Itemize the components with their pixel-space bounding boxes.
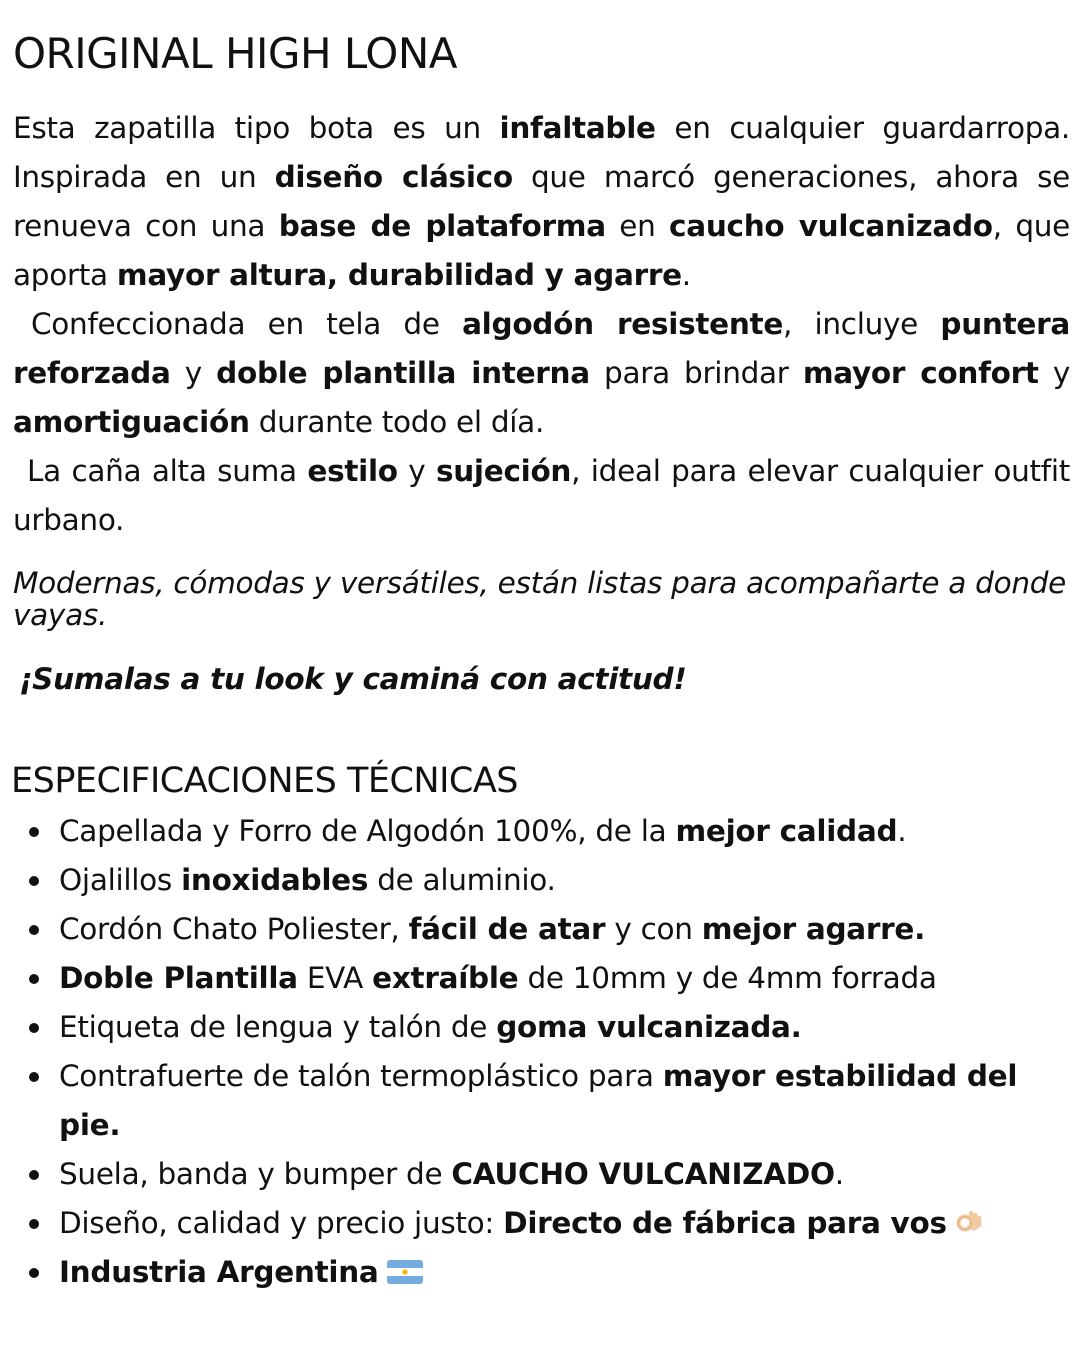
bold-text: mejor calidad (675, 814, 898, 848)
spec-item (13, 1199, 1070, 1248)
text: Contrafuerte de talón termoplástico para (59, 1059, 663, 1093)
text: , incluye (783, 307, 941, 341)
text: Suela, banda y bumper de (59, 1157, 452, 1191)
bold-text: estilo (307, 454, 398, 488)
bullet-icon (29, 1072, 39, 1082)
spec-item (13, 807, 1070, 856)
bold-text: mayor confort (802, 356, 1039, 390)
spec-item (13, 856, 1070, 905)
bullet-icon (29, 925, 39, 935)
bold-text: amortiguación (13, 405, 250, 439)
spec-item (13, 1003, 1070, 1052)
text: para brindar (589, 356, 803, 390)
spec-item (13, 1248, 1070, 1297)
bold-text: Industria Argentina (59, 1255, 379, 1289)
text: de 10mm y de 4mm forrada (518, 961, 937, 995)
description-paragraph-1 (13, 104, 1070, 300)
text: . (834, 1157, 844, 1191)
bullet-icon (29, 1170, 39, 1180)
bold-text: mejor agarre. (701, 912, 926, 946)
bold-text: mayor altura, durabilidad y agarre (116, 258, 682, 292)
bullet-icon (29, 876, 39, 886)
bold-text: mayor estabilidad del pie. (59, 1059, 1018, 1142)
ok-hand-icon (953, 1207, 983, 1237)
bullet-icon (29, 1268, 39, 1278)
bold-text: CAUCHO VULCANIZADO (451, 1157, 835, 1191)
text: Cordón Chato Poliester, (59, 912, 409, 946)
bold-text: infaltable (499, 111, 656, 145)
call-to-action: ¡Sumalas a tu look y caminá con actitud! (19, 662, 687, 696)
bold-text: sujeción (435, 454, 572, 488)
bold-text: Directo de fábrica para vos (503, 1206, 947, 1240)
text: durante todo el día. (249, 405, 545, 439)
bold-text: base de plataforma (278, 209, 606, 243)
text: Esta zapatilla tipo bota es un (13, 111, 500, 145)
bold-text: doble plantilla interna (216, 356, 590, 390)
text: La caña alta suma (27, 454, 308, 488)
bold-text: fácil de atar (408, 912, 606, 946)
text: de aluminio. (368, 863, 556, 897)
bullet-icon (29, 1219, 39, 1229)
text: que marcó generaciones, ahora se renueva con una (13, 160, 1070, 243)
bold-text: caucho vulcanizado (669, 209, 993, 243)
text: Confeccionada en tela de (31, 307, 463, 341)
bold-text: algodón resistente (462, 307, 784, 341)
text: . (897, 814, 907, 848)
text: EVA (297, 961, 373, 995)
spec-item (13, 1150, 1070, 1199)
spec-item (13, 905, 1070, 954)
text: Ojalillos (59, 863, 182, 897)
text: Etiqueta de lengua y talón de (59, 1010, 497, 1044)
bullet-icon (29, 827, 39, 837)
bold-text: diseño clásico (274, 160, 513, 194)
text: , que aporta (13, 209, 1071, 292)
description-paragraph-3 (13, 447, 1070, 545)
spec-item (13, 1052, 1070, 1150)
text: Capellada y Forro de Algodón 100%, de la (59, 814, 676, 848)
spec-item (13, 954, 1070, 1003)
product-title: ORIGINAL HIGH LONA (13, 29, 458, 78)
bold-text: inoxidables (181, 863, 369, 897)
product-description-page (13, 26, 1070, 1297)
bold-text: Doble Plantilla (59, 961, 298, 995)
argentina-flag-icon (387, 1260, 423, 1284)
text: . (681, 258, 691, 292)
text: en cualquier guardarropa. Inspirada en un (13, 111, 1070, 194)
italic-lead-text: Modernas, cómodas y versátiles, están listas para acompañarte a donde vayas. (13, 566, 1067, 632)
bold-text: extraíble (372, 961, 519, 995)
bullet-icon (29, 974, 39, 984)
bold-text: goma vulcanizada. (496, 1010, 802, 1044)
description-paragraph-2 (13, 300, 1070, 447)
text: en (605, 209, 670, 243)
text: Diseño, calidad y precio justo: (59, 1206, 504, 1240)
specs-title: ESPECIFICACIONES TÉCNICAS (11, 761, 519, 801)
text: y con (605, 912, 702, 946)
specs-list (13, 807, 1070, 1297)
text: y (1038, 356, 1070, 390)
text: , ideal para elevar cualquier outfit urbano. (13, 454, 1070, 537)
bullet-icon (29, 1023, 39, 1033)
text: y (170, 356, 217, 390)
bold-text: puntera reforzada (13, 307, 1070, 390)
text: y (397, 454, 436, 488)
